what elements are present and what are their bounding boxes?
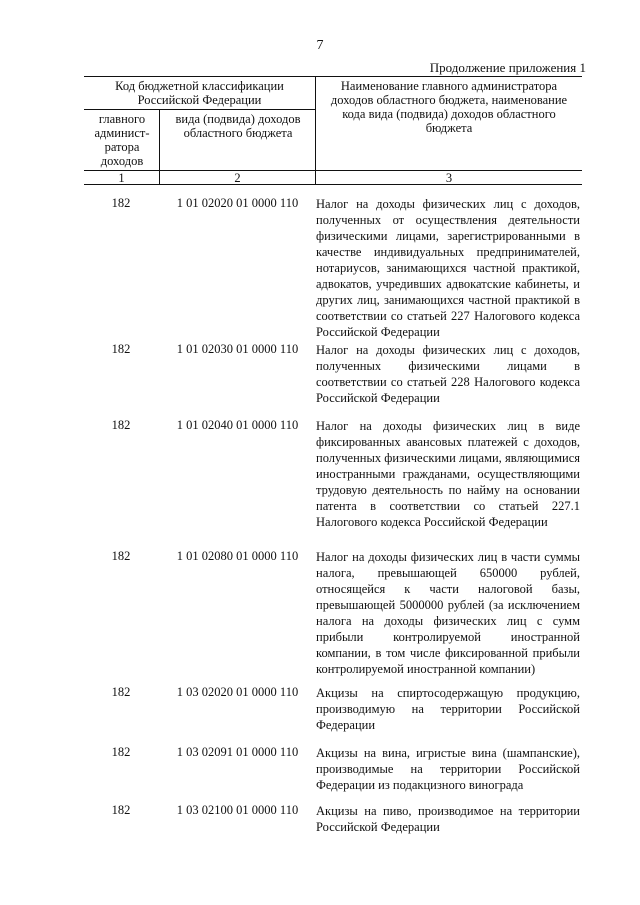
- admin-code: 182: [111, 196, 131, 210]
- revenue-code: 1 01 02020 01 0000 110: [176, 196, 299, 210]
- admin-code: 182: [111, 418, 131, 432]
- revenue-code: 1 01 02030 01 0000 110: [176, 342, 299, 356]
- col1-number: 1: [118, 171, 125, 185]
- admin-code: 182: [111, 685, 131, 699]
- col3-number: 3: [445, 171, 453, 185]
- revenue-code: 1 01 02040 01 0000 110: [176, 418, 299, 432]
- revenue-code: 1 03 02020 01 0000 110: [176, 685, 299, 699]
- continuation-label: Продолжение приложения 1: [429, 60, 586, 75]
- header-group-underline: [84, 109, 315, 110]
- header-divider-main: [315, 76, 316, 185]
- revenue-name: Акцизы на вина, игристые вина (шампанские), производимые на территории Российской Федерации из подакцизного винограда: [316, 746, 580, 792]
- revenue-code: 1 03 02091 01 0000 110: [176, 745, 299, 759]
- header-top-border: [84, 76, 582, 77]
- revenue-name: Налог на доходы физических лиц с доходов, полученных физическими лицами в соответствии со статьей 228 Налогового кодекса Российской Федерации: [316, 343, 580, 405]
- revenue-name: Акцизы на спиртосодержащую продукцию, производимую на территории Российской Федерации: [316, 686, 580, 732]
- col3-title: Наименование главного администратора доходов областного бюджета, наименование кода вида (подвида) доходов областного бюджета: [330, 79, 568, 135]
- revenue-name: Акцизы на пиво, производимое на территории Российской Федерации: [316, 804, 580, 834]
- admin-code: 182: [111, 549, 131, 563]
- revenue-name: Налог на доходы физических лиц в виде фиксированных авансовых платежей с доходов, полученных физическими лицами, являющимися иностранными гражданами, осуществляющими трудовую деятельность по найму на основании патента в соответствии со статьей 227.1 Налогового кодекса Российской Федерации: [316, 419, 580, 529]
- revenue-name: Налог на доходы физических лиц с доходов, полученных от осуществления деятельности физическими лицами, зарегистрированными в качестве индивидуальных предпринимателей, нотариусов, занимающихся частной практикой, адвокатов, учредивших адвокатские кабинеты, и других лиц, занимающихся частной практикой в соответствии со статьей 227 Налогового кодекса Российской Федерации: [316, 197, 580, 339]
- table-header: [84, 76, 582, 185]
- admin-code: 182: [111, 342, 131, 356]
- page-number: 7: [316, 38, 324, 53]
- col1-title: главного админист-ратора доходов: [94, 112, 150, 168]
- col2-title: вида (подвида) доходов областного бюджета: [175, 112, 301, 140]
- admin-code: 182: [111, 803, 131, 817]
- revenue-code: 1 01 02080 01 0000 110: [176, 549, 299, 563]
- col2-number: 2: [234, 171, 241, 185]
- revenue-name: Налог на доходы физических лиц в части суммы налога, превышающей 650000 рублей, относящейся к части налоговой базы, превышающей 5000000 рублей (за исключением налога на доходы физических лиц с сумм прибыли контролируемой иностранной компании, в том числе фиксированной прибыли контролируемой иностранной компании): [316, 550, 580, 676]
- code-group-title: Код бюджетной классификации Российской Федерации: [115, 79, 284, 107]
- admin-code: 182: [111, 745, 131, 759]
- revenue-code: 1 03 02100 01 0000 110: [176, 803, 299, 817]
